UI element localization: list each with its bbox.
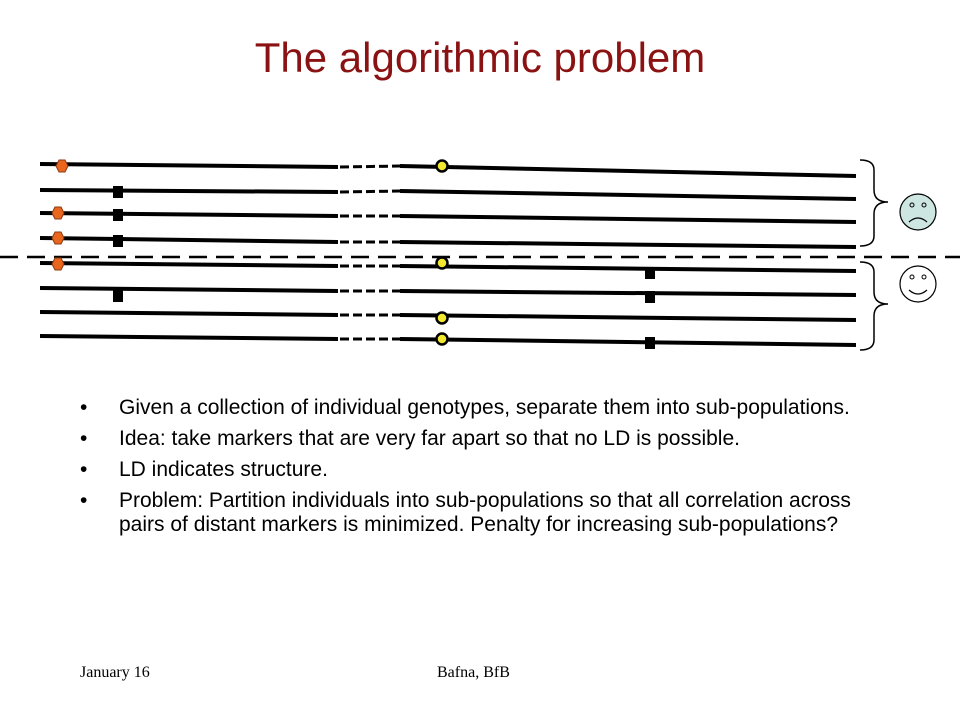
yellow-marker bbox=[437, 334, 448, 345]
bullet-list bbox=[80, 396, 880, 544]
chromosome-line bbox=[40, 238, 856, 247]
black-marker bbox=[113, 186, 123, 198]
lower-group-brace bbox=[860, 262, 888, 350]
orange-marker bbox=[52, 232, 64, 244]
frowning-face-icon bbox=[900, 194, 936, 230]
black-marker bbox=[645, 337, 655, 349]
black-marker bbox=[113, 209, 123, 221]
orange-marker bbox=[52, 207, 64, 219]
bullet-text: Idea: take markers that are very far apart so that no LD is possible. bbox=[119, 427, 740, 450]
orange-marker bbox=[56, 160, 68, 172]
smiling-face-icon bbox=[900, 266, 936, 302]
bullet-text: Given a collection of individual genotypes, separate them into sub-populations. bbox=[119, 396, 850, 419]
bullet-dot: • bbox=[80, 489, 88, 512]
bullet-text: LD indicates structure. bbox=[119, 458, 328, 481]
chromosome-line bbox=[40, 288, 856, 295]
bullet-item bbox=[80, 458, 880, 482]
yellow-marker bbox=[437, 258, 448, 269]
bullet-dot: • bbox=[80, 396, 88, 419]
bullet-dot: • bbox=[80, 458, 88, 481]
bullet-dot: • bbox=[80, 427, 88, 450]
bullet-item bbox=[80, 489, 880, 537]
yellow-marker bbox=[437, 161, 448, 172]
genotype-diagram bbox=[0, 140, 960, 370]
bullet-item bbox=[80, 396, 880, 420]
black-marker bbox=[645, 291, 655, 303]
slide-title: The algorithmic problem bbox=[254, 34, 706, 81]
orange-marker bbox=[52, 258, 64, 270]
bullet-item bbox=[80, 427, 880, 451]
black-marker bbox=[113, 290, 123, 302]
black-marker bbox=[113, 235, 123, 247]
footer-author: Bafna, BfB bbox=[437, 664, 510, 681]
black-marker bbox=[645, 267, 655, 279]
yellow-markers bbox=[437, 161, 448, 345]
chromosome-line bbox=[40, 213, 856, 222]
footer-date: January 16 bbox=[80, 664, 150, 681]
yellow-marker bbox=[437, 313, 448, 324]
bullet-text: Problem: Partition individuals into sub-populations so that all correlation across pairs of distant markers is minimized. Penalty for increasing sub-populations? bbox=[119, 489, 851, 536]
chromosome-line bbox=[40, 190, 856, 199]
upper-group-brace bbox=[860, 160, 888, 246]
